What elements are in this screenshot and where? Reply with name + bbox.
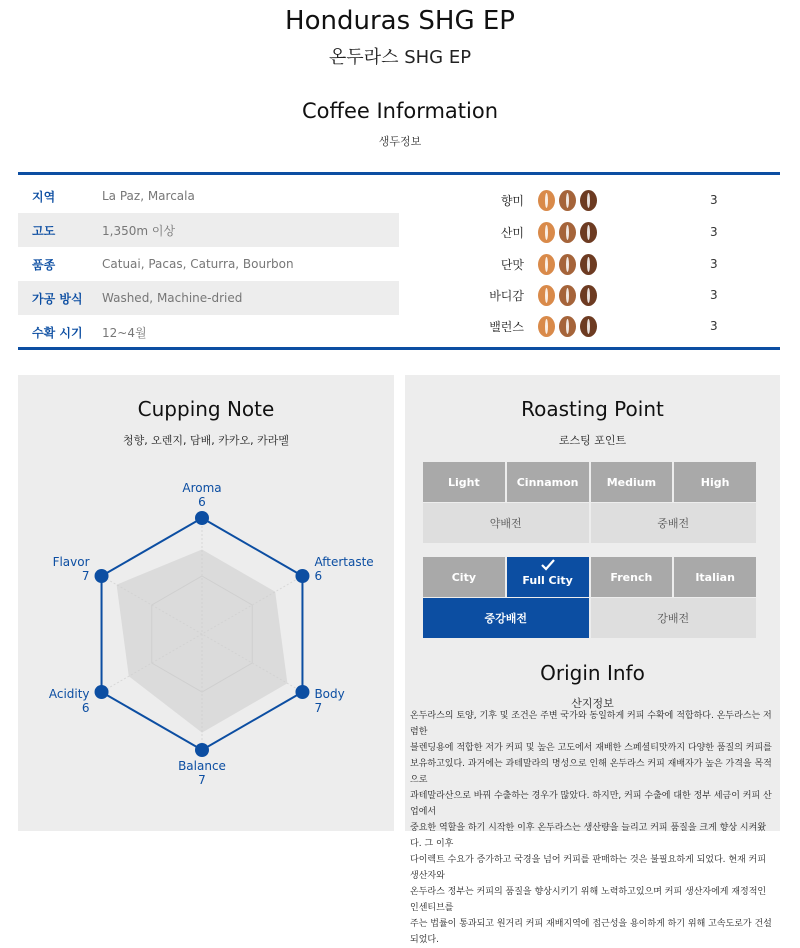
radar-axis-score: 6 bbox=[314, 569, 323, 583]
roasting-subtitle: 로스팅 포인트 bbox=[558, 434, 627, 447]
roast-level-italian bbox=[674, 557, 756, 597]
radar-axis-label: Acidity bbox=[48, 687, 90, 701]
radar-point bbox=[295, 569, 309, 583]
roast-level-full-city bbox=[507, 557, 589, 597]
roasting-title: Roasting Point bbox=[521, 397, 664, 421]
cupping-note-panel bbox=[18, 375, 394, 831]
coffee-info-subtitle: 생두정보 bbox=[378, 135, 422, 148]
roast-level-french bbox=[591, 557, 673, 597]
origin-line: 주는 법률이 통과되고 원거리 커피 재배지역에 접근성을 용이하게 하기 위해 고속도로가 건설되었다. bbox=[410, 919, 772, 945]
info-row-process bbox=[18, 281, 399, 315]
origin-subtitle: 산지정보 bbox=[571, 697, 614, 710]
coffee-bean-icon bbox=[538, 222, 555, 243]
bean-rating bbox=[538, 190, 597, 211]
info-value: 12~4월 bbox=[102, 325, 147, 340]
flavor-row-body bbox=[458, 280, 778, 310]
roast-level-label: Italian bbox=[695, 570, 735, 584]
info-label: 가공 방식 bbox=[32, 291, 83, 306]
product-subtitle: 온두라스 SHG EP bbox=[328, 47, 472, 68]
bean-rating bbox=[538, 254, 597, 275]
flavor-name: 밸런스 bbox=[489, 319, 524, 334]
roast-level-high: High bbox=[674, 462, 756, 502]
roast-level-label: French bbox=[610, 570, 653, 584]
roast-group-medium: 중배전 bbox=[591, 503, 757, 543]
coffee-bean-icon bbox=[559, 254, 576, 275]
origin-line: 다이렉트 수요가 증가하고 국경을 넘어 커피를 판매하는 것은 불필요하게 되었다. 현재 커피 생산자와 bbox=[410, 855, 767, 881]
flavor-score: 3 bbox=[710, 225, 718, 239]
radar-axis-label: Body bbox=[314, 687, 345, 701]
info-label: 수확 시기 bbox=[32, 325, 83, 340]
roast-group-dark: 강배전 bbox=[591, 598, 757, 638]
flavor-name: 바디감 bbox=[489, 288, 524, 303]
radar-score-area bbox=[117, 549, 288, 732]
roast-level-row bbox=[423, 462, 756, 502]
info-row-altitude bbox=[18, 213, 399, 247]
flavor-row-sweetness bbox=[458, 249, 778, 279]
origin-line: 보유하고있다. 과거에는 과테말라의 명성으로 인해 온두라스 커피 재배자가 높은 가격을 목적으로 bbox=[410, 759, 772, 785]
radar-point bbox=[295, 685, 309, 699]
coffee-bean-icon bbox=[559, 222, 576, 243]
radar-axis-score: 7 bbox=[198, 773, 206, 787]
radar-point bbox=[95, 569, 109, 583]
info-value: Washed, Machine-dried bbox=[102, 291, 243, 305]
coffee-bean-icon bbox=[580, 190, 597, 211]
info-value: La Paz, Marcala bbox=[102, 189, 195, 203]
coffee-bean-icon bbox=[559, 190, 576, 211]
flavor-name: 산미 bbox=[500, 225, 524, 240]
roast-level-label: Full City bbox=[522, 573, 573, 587]
roast-level-cinnamon: Cinnamon bbox=[507, 462, 589, 502]
coffee-bean-icon bbox=[538, 190, 555, 211]
flavor-row-balance bbox=[458, 311, 778, 341]
info-label: 지역 bbox=[32, 189, 56, 204]
radar-point bbox=[95, 685, 109, 699]
radar-axis-score: 6 bbox=[198, 495, 206, 509]
flavor-score: 3 bbox=[710, 257, 718, 271]
coffee-bean-icon bbox=[538, 316, 555, 337]
roast-group-medium-dark: 중강배전 bbox=[423, 598, 589, 638]
roast-group-row bbox=[423, 598, 756, 638]
bean-rating bbox=[538, 222, 597, 243]
info-row-region bbox=[18, 179, 399, 213]
roast-group-light: 약배전 bbox=[423, 503, 589, 543]
coffee-bean-icon bbox=[538, 285, 555, 306]
bean-rating bbox=[538, 316, 597, 337]
roast-level-label: City bbox=[451, 570, 477, 584]
coffee-bean-icon bbox=[580, 285, 597, 306]
info-value: 1,350m 이상 bbox=[102, 223, 176, 238]
info-value: Catuai, Pacas, Caturra, Bourbon bbox=[102, 257, 294, 271]
product-title: Honduras SHG EP bbox=[285, 6, 515, 36]
radar-point bbox=[195, 743, 209, 757]
coffee-info-table bbox=[18, 172, 780, 350]
info-label: 품종 bbox=[32, 257, 56, 272]
flavor-row-acidity bbox=[458, 217, 778, 247]
radar-axis-label: Balance bbox=[178, 759, 226, 773]
flavor-name: 향미 bbox=[500, 193, 524, 208]
flavor-row-aroma bbox=[458, 185, 778, 215]
roast-grid-bottom bbox=[423, 557, 756, 639]
radar-axis-score: 7 bbox=[81, 569, 90, 583]
roast-group-row bbox=[423, 503, 756, 543]
origin-title: Origin Info bbox=[540, 661, 645, 685]
radar-axis-label: Flavor bbox=[52, 555, 90, 569]
origin-line: 과테말라산으로 바꿔 수출하는 경우가 많았다. 하지만, 커피 수출에 대한 정부 세금이 커피 산업에서 bbox=[410, 791, 772, 817]
info-label: 고도 bbox=[32, 223, 56, 238]
cupping-notes: 청향, 오렌지, 담배, 카카오, 카라멜 bbox=[122, 434, 290, 447]
radar-point bbox=[195, 511, 209, 525]
origin-line: 온두라스 정부는 커피의 품질을 향상시키기 위해 노력하고있으며 커피 생산자에게 재정적인 인센티브를 bbox=[410, 887, 767, 913]
origin-line: 블렌딩용에 적합한 저가 커피 및 높은 고도에서 재배한 스페셜티맛까지 다양한 품질의 커피를 bbox=[410, 743, 772, 753]
info-row-variety bbox=[18, 247, 399, 281]
roast-level-medium: Medium bbox=[591, 462, 673, 502]
info-row-harvest bbox=[18, 315, 399, 349]
coffee-bean-icon bbox=[559, 285, 576, 306]
coffee-bean-icon bbox=[538, 254, 555, 275]
coffee-info-title: Coffee Information bbox=[301, 99, 499, 123]
origin-description bbox=[410, 708, 776, 948]
flavor-score: 3 bbox=[710, 288, 718, 302]
roasting-panel bbox=[405, 375, 780, 945]
roast-level-light: Light bbox=[423, 462, 505, 502]
check-icon bbox=[541, 559, 555, 571]
flavor-score: 3 bbox=[710, 193, 718, 207]
radar-axis-label: Aftertaste bbox=[314, 555, 374, 569]
coffee-bean-icon bbox=[580, 316, 597, 337]
roast-grid-top bbox=[423, 462, 756, 544]
coffee-bean-icon bbox=[580, 222, 597, 243]
origin-line: 온두라스의 토양, 기후 및 조건은 주변 국가와 동일하게 커피 수확에 적합하다. 온두라스는 저렴한 bbox=[410, 711, 772, 737]
cupping-radar-chart bbox=[18, 375, 394, 831]
radar-axis-score: 7 bbox=[314, 701, 323, 715]
flavor-score: 3 bbox=[710, 319, 718, 333]
radar-axis-label: Aroma bbox=[182, 481, 222, 495]
origin-line: 중요한 역할을 하기 시작한 이후 온두라스는 생산량을 늘리고 커피 품질을 크게 향상 시켜왔다. 그 이후 bbox=[410, 823, 767, 849]
bean-rating bbox=[538, 285, 597, 306]
coffee-bean-icon bbox=[559, 316, 576, 337]
cupping-title: Cupping Note bbox=[137, 397, 275, 421]
coffee-bean-icon bbox=[580, 254, 597, 275]
radar-axis-score: 6 bbox=[81, 701, 90, 715]
flavor-name: 단맛 bbox=[500, 257, 524, 272]
roast-level-row bbox=[423, 557, 756, 597]
roast-level-city bbox=[423, 557, 505, 597]
